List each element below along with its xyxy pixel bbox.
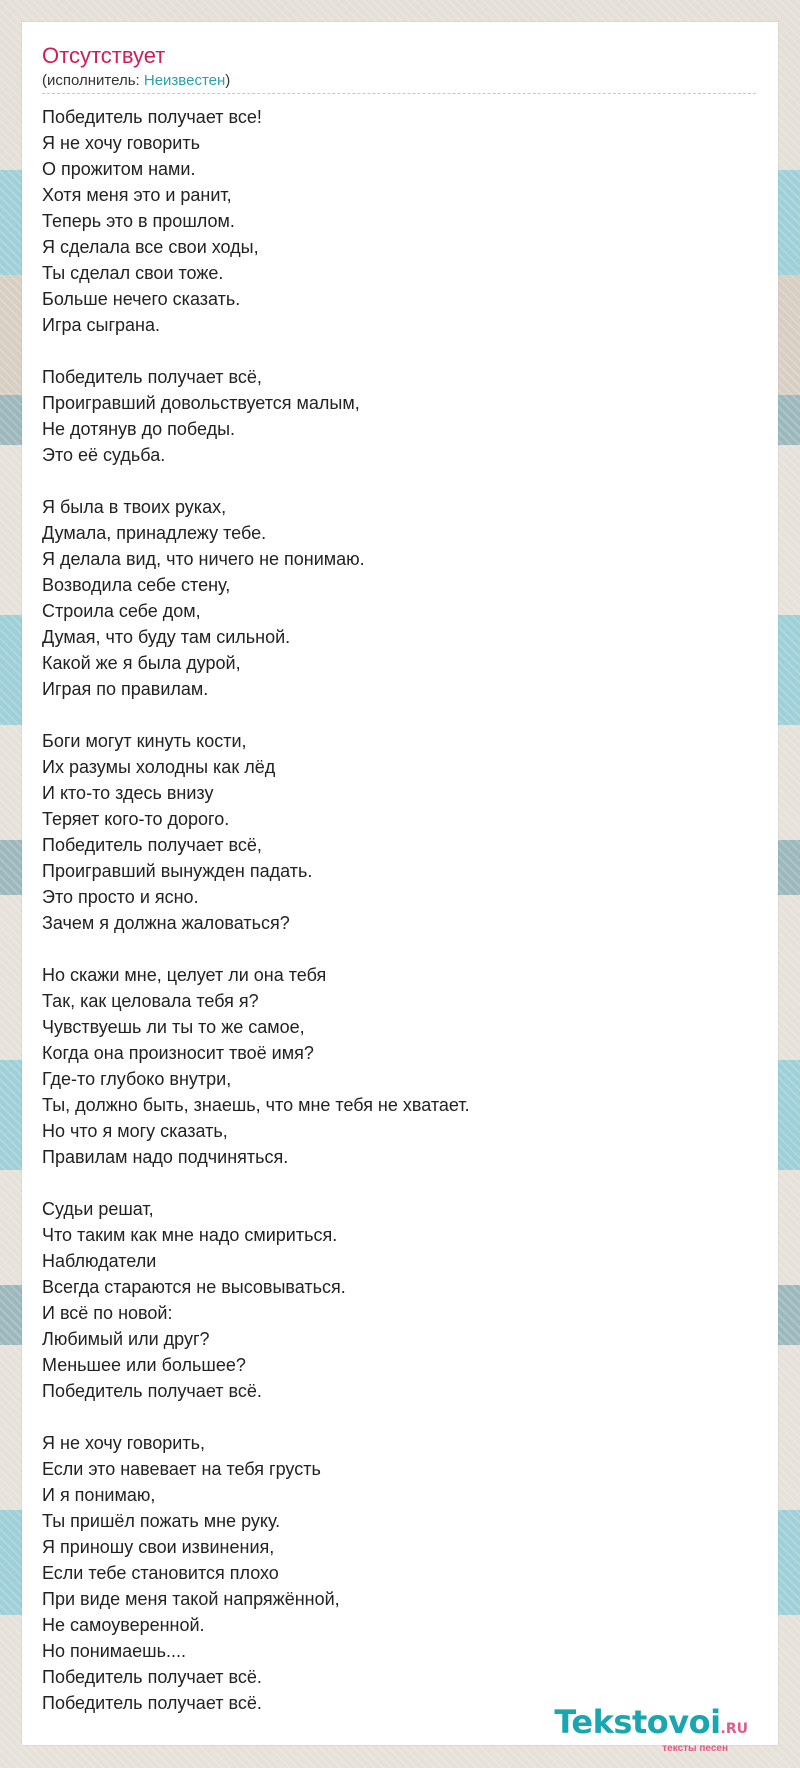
stanza-gap	[42, 1170, 742, 1196]
artist-line	[42, 72, 230, 90]
lyric-line: Возводила себе стену,	[42, 575, 231, 595]
lyric-line: Ты пришёл пожать мне руку.	[42, 1511, 281, 1531]
lyric-line: Победитель получает всё,	[42, 835, 262, 855]
lyric-line: Думала, принадлежу тебе.	[42, 523, 267, 543]
lyric-line: Боги могут кинуть кости,	[42, 731, 247, 751]
stanza-gap	[42, 338, 742, 364]
stanza-gap	[42, 468, 742, 494]
lyric-line: Любимый или друг?	[42, 1329, 210, 1349]
artist-suffix: )	[225, 72, 231, 89]
logo-domain: .RU	[720, 1721, 748, 1737]
lyric-line: Так, как целовала тебя я?	[42, 991, 259, 1011]
stanza-gap	[42, 936, 742, 962]
lyric-line: Зачем я должна жаловаться?	[42, 913, 290, 933]
lyric-line: Если тебе становится плохо	[42, 1563, 279, 1583]
lyric-line: Играя по правилам.	[42, 679, 209, 699]
lyric-line: Я не хочу говорить	[42, 133, 200, 153]
stanza-gap	[42, 702, 742, 728]
lyric-line: Думая, что буду там сильной.	[42, 627, 291, 647]
site-logo[interactable]	[554, 1703, 748, 1754]
artist-link[interactable]: Неизвестен	[143, 72, 226, 89]
lyric-line: Но что я могу сказать,	[42, 1121, 228, 1141]
logo-main-text: Tekstovoi	[554, 1703, 721, 1741]
lyric-line: Где-то глубоко внутри,	[42, 1069, 232, 1089]
lyric-line: Победитель получает все!	[42, 107, 262, 127]
lyric-line: Проигравший вынужден падать.	[42, 861, 313, 881]
lyric-line: Не самоуверенной.	[42, 1615, 205, 1635]
lyric-line: Правилам надо подчиняться.	[42, 1147, 289, 1167]
lyric-line: Чувствуешь ли ты то же самое,	[42, 1017, 305, 1037]
lyric-line: Теряет кого-то дорого.	[42, 809, 230, 829]
lyric-line: Победитель получает всё.	[42, 1381, 262, 1401]
lyric-line: Я не хочу говорить,	[42, 1433, 205, 1453]
song-title: Отсутствует	[42, 43, 166, 68]
lyric-line: И я понимаю,	[42, 1485, 156, 1505]
stanza-gap	[42, 1404, 742, 1430]
lyric-line: Наблюдатели	[42, 1251, 157, 1271]
lyric-line: Строила себе дом,	[42, 601, 201, 621]
logo-tagline: тексты песен	[662, 1743, 728, 1754]
lyric-line: И всё по новой:	[42, 1303, 173, 1323]
lyric-line: Ты сделал свои тоже.	[42, 263, 224, 283]
lyric-line: Победитель получает всё.	[42, 1667, 262, 1687]
lyrics-text	[42, 104, 742, 1716]
lyric-line: Не дотянув до победы.	[42, 419, 236, 439]
lyric-line: Я делала вид, что ничего не понимаю.	[42, 549, 365, 569]
lyric-line: Я приношу свои извинения,	[42, 1537, 275, 1557]
lyric-line: Судьи решат,	[42, 1199, 154, 1219]
lyric-line: Хотя меня это и ранит,	[42, 185, 232, 205]
lyric-line: Что таким как мне надо смириться.	[42, 1225, 338, 1245]
lyrics-card	[22, 22, 778, 1754]
lyric-line: Это просто и ясно.	[42, 887, 199, 907]
lyric-line: Но понимаешь....	[42, 1641, 186, 1661]
lyric-line: Ты, должно быть, знаешь, что мне тебя не хватает.	[42, 1095, 470, 1115]
lyric-line: Я была в твоих руках,	[42, 497, 227, 517]
lyric-line: Но скажи мне, целует ли она тебя	[42, 965, 327, 985]
lyric-line: Победитель получает всё,	[42, 367, 262, 387]
lyric-line: Всегда стараются не высовываться.	[42, 1277, 346, 1297]
lyric-line: Теперь это в прошлом.	[42, 211, 235, 231]
lyric-line: О прожитом нами.	[42, 159, 196, 179]
logo-wordmark	[554, 1703, 748, 1745]
lyric-line: Меньшее или большее?	[42, 1355, 246, 1375]
lyric-line: Победитель получает всё.	[42, 1693, 262, 1713]
artist-prefix: (исполнитель:	[42, 72, 144, 89]
lyric-line: Больше нечего сказать.	[42, 289, 241, 309]
lyric-line: Если это навевает на тебя грусть	[42, 1459, 321, 1479]
lyric-line: Их разумы холодны как лёд	[42, 757, 276, 777]
lyric-line: Игра сыграна.	[42, 315, 161, 335]
lyric-line: Когда она произносит твоё имя?	[42, 1043, 314, 1063]
header-divider	[42, 93, 756, 94]
lyric-line: Я сделала все свои ходы,	[42, 237, 259, 257]
lyric-line: И кто-то здесь внизу	[42, 783, 214, 803]
lyric-line: Проигравший довольствуется малым,	[42, 393, 360, 413]
lyric-line: При виде меня такой напряжённой,	[42, 1589, 340, 1609]
lyric-line: Это её судьба.	[42, 445, 166, 465]
lyric-line: Какой же я была дурой,	[42, 653, 241, 673]
